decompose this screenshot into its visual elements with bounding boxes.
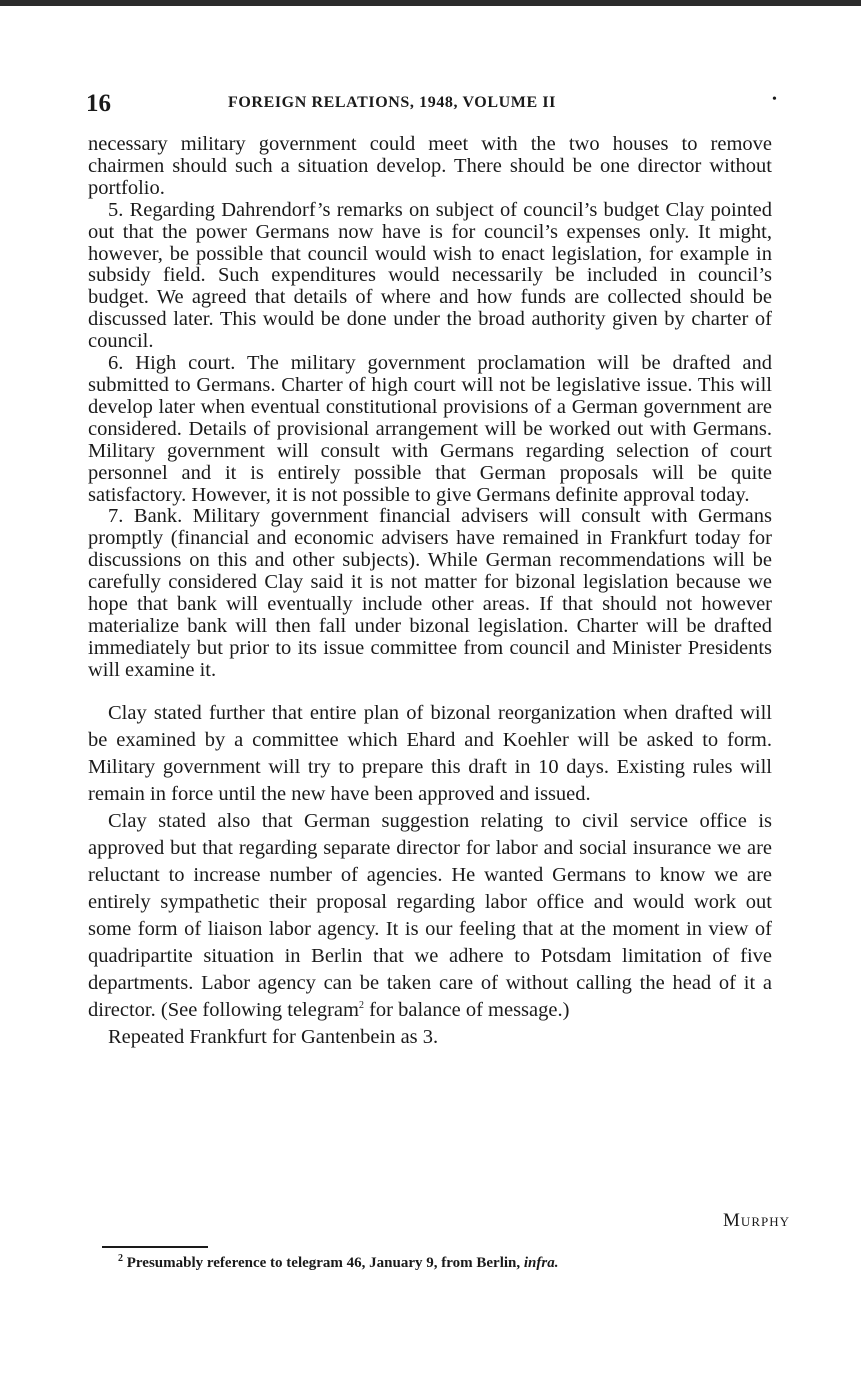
paragraph-item-7: 7. Bank. Military government financial advisers will consult with Germans promptly (financial and economic advisers have remained in Frankfurt today for discussions on this and other subjects). While German recommendations will be carefully considered Clay said it is not matter for bizonal legislation because we hope that bank will eventually include other areas. If that should not however materialize bank will then fall under bizonal legislation. Charter will be drafted immediately but prior to its issue committee from council and Minister Presidents will examine it. (88, 505, 772, 681)
paragraph-repeated: Repeated Frankfurt for Gantenbein as 3. (108, 1025, 439, 1048)
labor-office-text-end: for balance of message.) (369, 998, 570, 1021)
footnote-marker: 2 (118, 1253, 123, 1264)
paragraph-item-5: 5. Regarding Dahrendorf’s remarks on subject of council’s budget Clay pointed out that the power Germans now have is for council’s expenses only. It might, however, be possible that council would wish to enact legislation, for example in subsidy field. Such expenditures would necessarily be included in council’s budget. We agreed that details of where and how funds are collected should be discussed later. This would be done under the broad authority given by charter of council. (88, 198, 772, 353)
paragraph-item-6: 6. High court. The military government proclamation will be drafted and submitted to Germans. Charter of high court will not be legislative issue. This will develop later when eventual constitutional provisions of a German government are considered. Details of provisional arrangement will be worked out with Germans. Military government will consult with Germans regarding selection of court personnel and it is entirely possible that German proposals will be quite satisfactory. However, it is not possible to give Germans definite approval today. (88, 352, 772, 506)
footnote-reference: 2 (358, 999, 364, 1011)
paragraph-labor-office (88, 808, 772, 1024)
paragraph-continuation: necessary military government could meet with the two houses to remove chairmen should such a situation develop. There should be one director without portfolio. (88, 133, 772, 199)
body-text (88, 134, 772, 1051)
header-mark: • (772, 92, 777, 107)
running-head: FOREIGN RELATIONS, 1948, VOLUME II (228, 94, 556, 111)
page-number: 16 (86, 90, 111, 117)
paragraph-reorganization: Clay stated further that entire plan of bizonal reorganization when drafted will be examined by a committee which Ehard and Koehler will be asked to form. Military government will try to prepare this draft in 10 days. Existing rules will remain in force until the new have been approved and issued. (88, 701, 772, 805)
top-border-rule (0, 0, 861, 6)
labor-office-text: Clay stated also that German suggestion relating to civil service office is approved but that regarding separate director for labor and social insurance we are reluctant to increase number of agencies. He wanted Germans to know we are entirely sympathetic their proposal regarding labor office and would work out some form of liaison labor agency. It is our feeling that at the moment in view of quadripartite situation in Berlin that we adhere to Potsdam limitation of five departments. Labor agency can be taken care of without calling the head of it a director. (See following telegram (88, 809, 772, 1021)
footnote-italic: infra. (523, 1255, 559, 1271)
footnote-text: Presumably reference to telegram 46, January 9, from Berlin, (126, 1255, 521, 1271)
footnote-rule (102, 1246, 208, 1248)
footnote (118, 1255, 768, 1272)
signature: Murphy (723, 1210, 790, 1231)
page-header (86, 90, 776, 118)
